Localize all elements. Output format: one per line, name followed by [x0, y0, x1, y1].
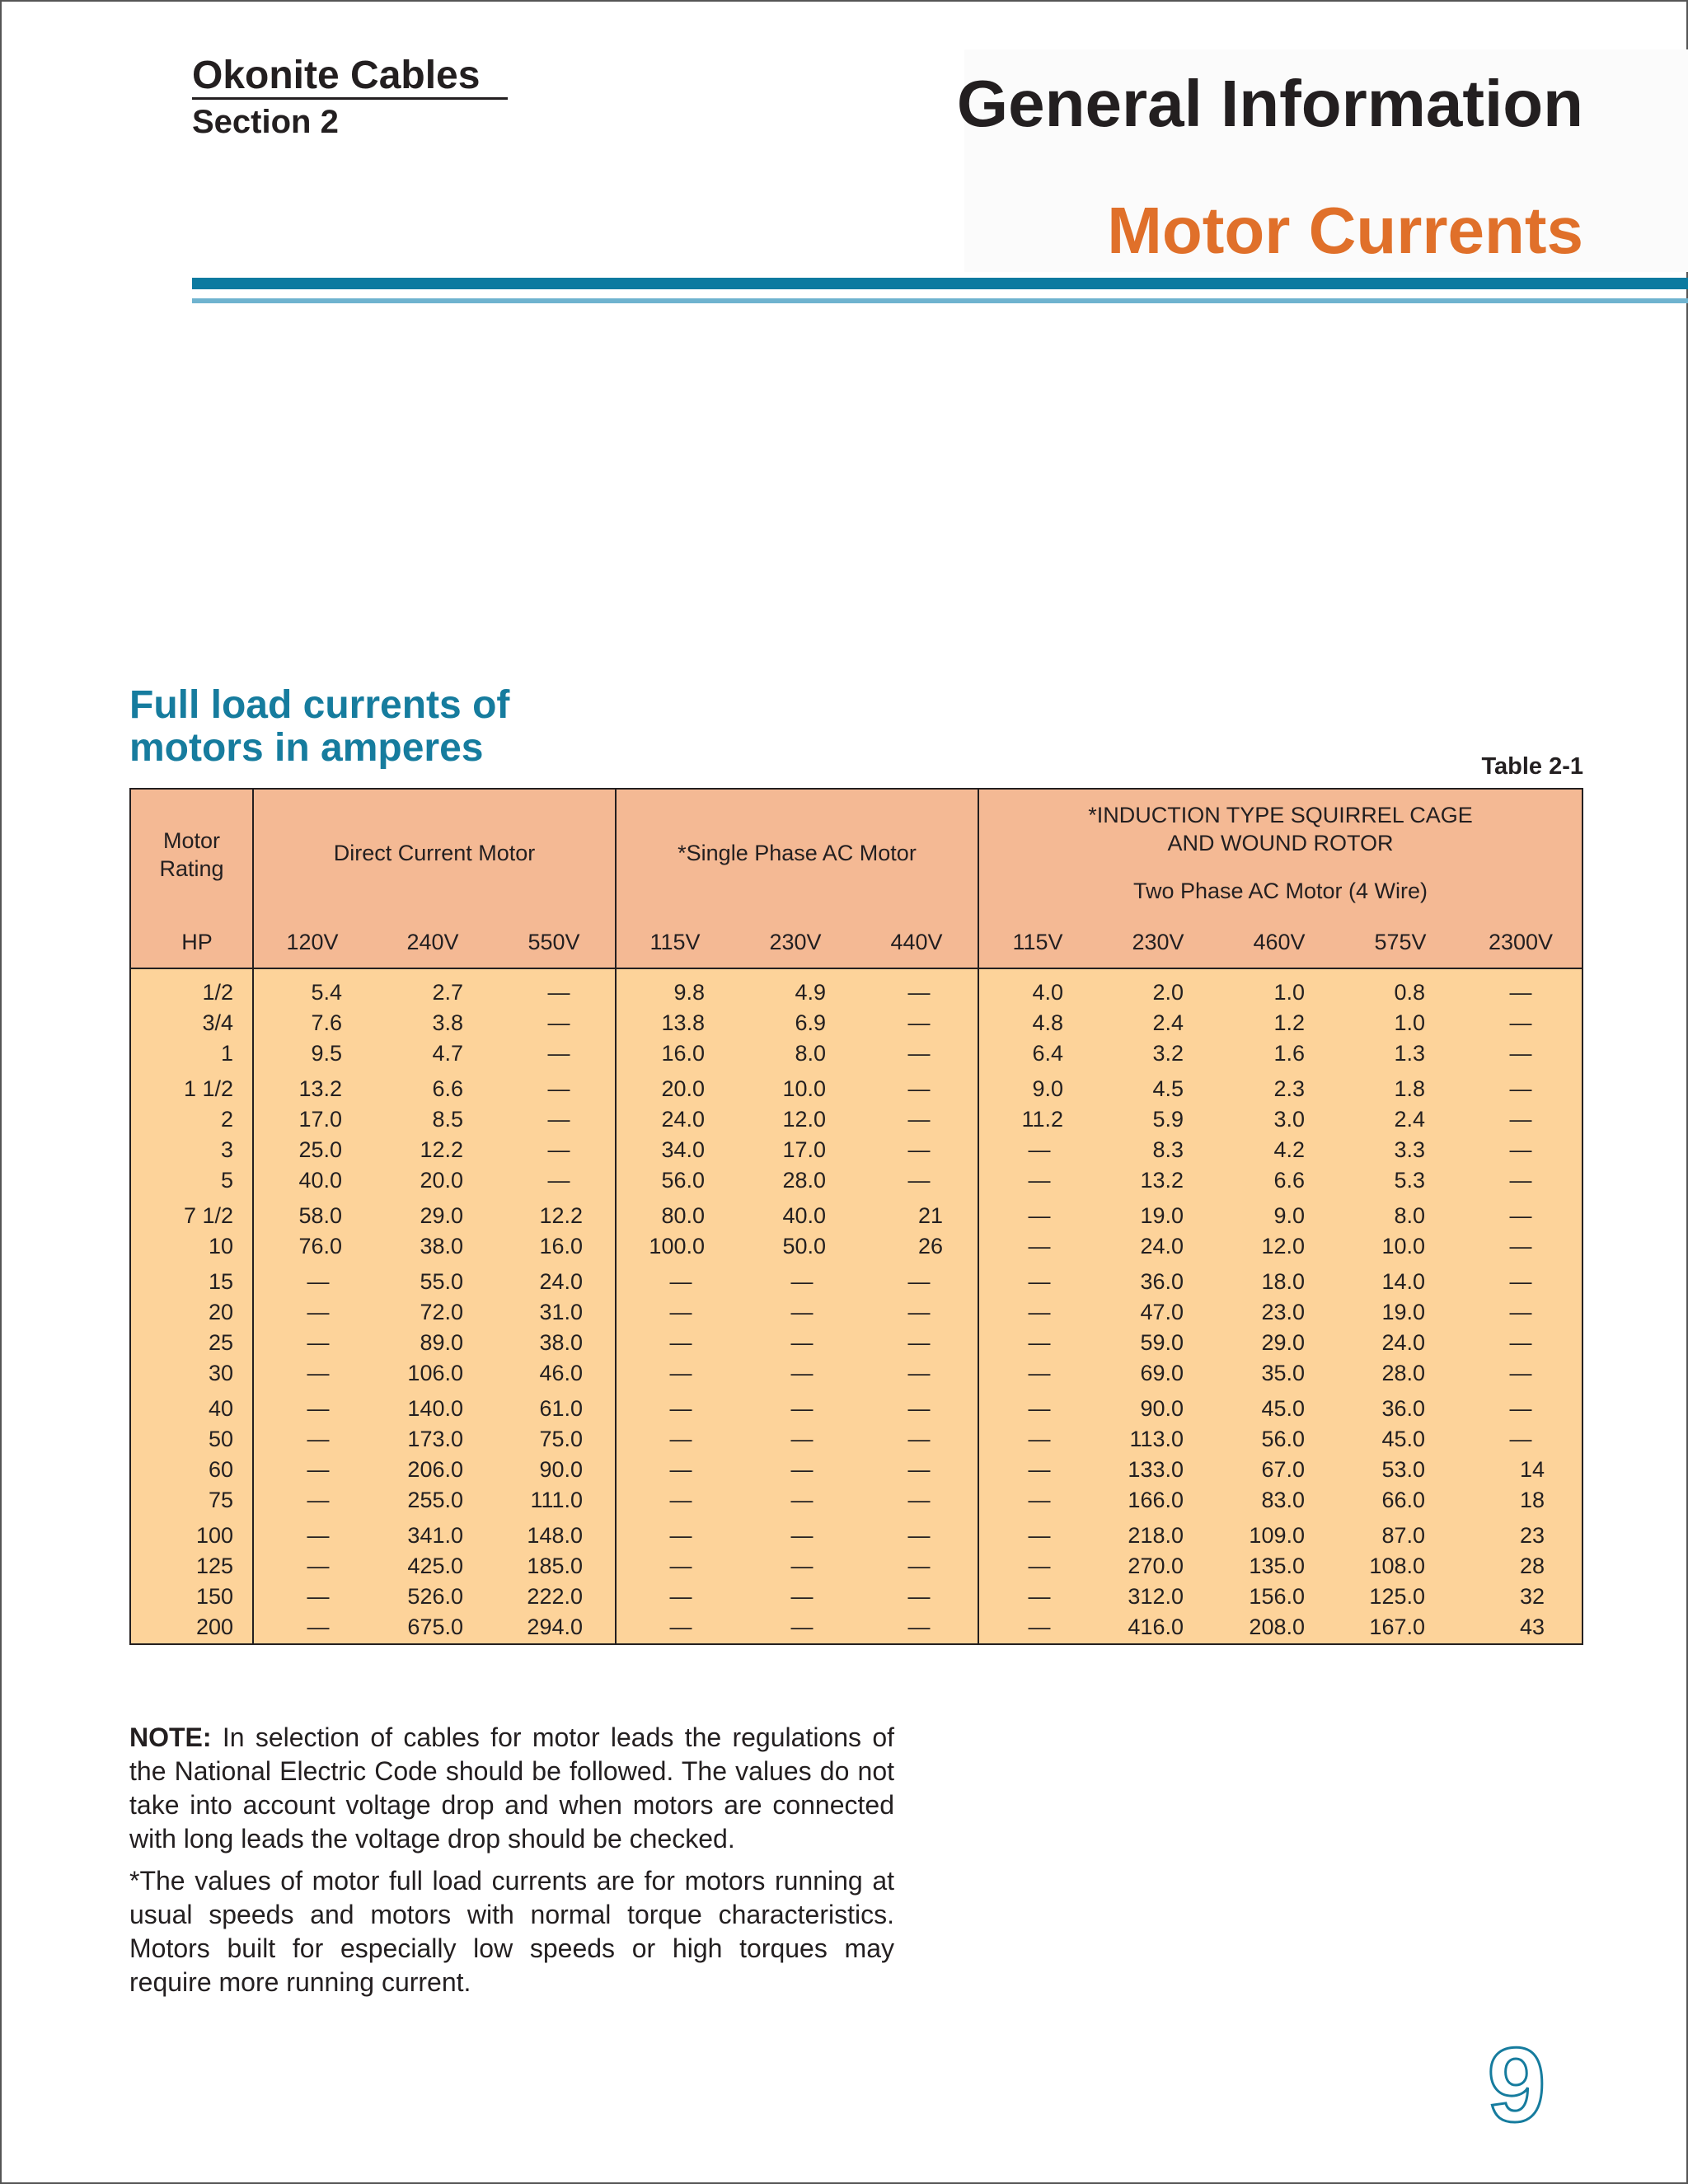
table-cell: 1.2	[1273, 1010, 1305, 1035]
table-cell: 416.0	[1128, 1615, 1184, 1639]
table-cell: 8.0	[1394, 1203, 1425, 1228]
table-cell: 55.0	[420, 1269, 463, 1294]
table-cell: —	[907, 1615, 931, 1639]
table-cell: 100.0	[649, 1234, 705, 1258]
header-rule-thick	[192, 278, 1688, 289]
table-cell: —	[1509, 980, 1532, 1005]
row-hp-cell: 3	[220, 1137, 233, 1162]
table-cell: —	[1028, 1203, 1051, 1228]
table-cell: —	[669, 1457, 692, 1482]
table-cell: —	[669, 1488, 692, 1512]
table-cell: —	[669, 1615, 692, 1639]
table-cell: 90.0	[539, 1457, 583, 1482]
table-cell: 3.0	[1273, 1107, 1305, 1132]
table-cell: —	[669, 1361, 692, 1385]
table-cell: 83.0	[1261, 1488, 1305, 1512]
table-cell: 34.0	[661, 1137, 705, 1162]
table-cell: 108.0	[1369, 1554, 1425, 1578]
table-cell: —	[1028, 1361, 1051, 1385]
table-cell: —	[1028, 1168, 1051, 1193]
table-cell: 14	[1519, 1457, 1545, 1482]
table-cell: 173.0	[407, 1427, 463, 1451]
table-cell: —	[669, 1554, 692, 1578]
table-cell: 25.0	[298, 1137, 342, 1162]
table-cell: —	[907, 1488, 931, 1512]
footnote-paragraph: *The values of motor full load currents are for motors running at usual speeds and motors with normal torque characteristics. Motors built for especially low speeds or high torques may require more running current.	[129, 1866, 894, 1997]
table-cell: 5.9	[1152, 1107, 1184, 1132]
table-cell: 425.0	[407, 1554, 463, 1578]
table-cell: 19.0	[1381, 1300, 1425, 1324]
table-cell: 11.2	[1021, 1107, 1063, 1132]
table-cell: —	[1028, 1330, 1051, 1355]
header-single-phase: *Single Phase AC Motor	[678, 841, 917, 865]
table-cell: 58.0	[298, 1203, 342, 1228]
table-cell: —	[307, 1396, 330, 1421]
row-hp-cell: 20	[208, 1300, 233, 1324]
table-cell: 113.0	[1129, 1427, 1184, 1451]
table-cell: —	[790, 1269, 814, 1294]
row-hp-cell: 30	[208, 1361, 233, 1385]
table-cell: 9.0	[1032, 1076, 1063, 1101]
table-cell: 10.0	[782, 1076, 826, 1101]
table-cell: —	[790, 1554, 814, 1578]
table-cell: —	[1028, 1457, 1051, 1482]
note-paragraph	[129, 1721, 894, 1856]
table-cell: —	[907, 980, 931, 1005]
table-cell: 185.0	[527, 1554, 583, 1578]
table-cell: —	[669, 1330, 692, 1355]
table-cell: —	[307, 1615, 330, 1639]
row-hp-cell: 5	[220, 1168, 233, 1193]
table-cell: 12.0	[782, 1107, 826, 1132]
table-cell: —	[307, 1457, 330, 1482]
table-cell: 17.0	[782, 1137, 826, 1162]
table-cell: —	[547, 1076, 570, 1101]
column-header: 230V	[769, 930, 822, 954]
section-label: Section 2	[192, 104, 339, 140]
table-cell: 18	[1519, 1488, 1545, 1512]
table-cell: 45.0	[1381, 1427, 1425, 1451]
row-hp-cell: 15	[208, 1269, 233, 1294]
table-cell: 26	[917, 1234, 943, 1258]
table-heading-line1: Full load currents of	[129, 683, 510, 727]
table-cell: 59.0	[1140, 1330, 1184, 1355]
page-subtitle: Motor Currents	[1107, 194, 1583, 267]
table-cell: 270.0	[1128, 1554, 1184, 1578]
page-number	[1475, 2036, 1558, 2135]
table-cell: —	[907, 1168, 931, 1193]
table-cell: 17.0	[298, 1107, 342, 1132]
table-cell: —	[1509, 1330, 1532, 1355]
row-hp-cell: 40	[208, 1396, 233, 1421]
table-cell: —	[907, 1457, 931, 1482]
table-cell: 12.0	[1261, 1234, 1305, 1258]
table-cell: —	[1509, 1041, 1532, 1066]
table-cell: —	[1509, 1168, 1532, 1193]
table-cell: 3.3	[1394, 1137, 1425, 1162]
column-header: 120V	[286, 930, 339, 954]
column-header: 550V	[528, 930, 580, 954]
table-cell: 43	[1519, 1615, 1545, 1639]
table-cell: 47.0	[1140, 1300, 1184, 1324]
row-hp-cell: 1 1/2	[183, 1076, 233, 1101]
table-cell: 1.0	[1273, 980, 1305, 1005]
table-cell: 89.0	[420, 1330, 463, 1355]
table-cell: —	[1028, 1427, 1051, 1451]
table-cell: —	[790, 1361, 814, 1385]
table-cell: 90.0	[1140, 1396, 1184, 1421]
row-hp-cell: 1/2	[202, 980, 233, 1005]
table-cell: 106.0	[407, 1361, 463, 1385]
table-cell: 38.0	[539, 1330, 583, 1355]
table-cell: 40.0	[782, 1203, 826, 1228]
column-header: 230V	[1132, 930, 1184, 954]
table-cell: 2.7	[432, 980, 463, 1005]
table-cell: 109.0	[1249, 1523, 1305, 1548]
row-hp-cell: 3/4	[202, 1010, 233, 1035]
table-cell: —	[907, 1330, 931, 1355]
table-cell: —	[1028, 1396, 1051, 1421]
table-cell: 53.0	[1381, 1457, 1425, 1482]
table-cell: —	[1028, 1137, 1051, 1162]
table-cell: 4.2	[1273, 1137, 1305, 1162]
table-cell: —	[907, 1076, 931, 1101]
table-cell: 67.0	[1261, 1457, 1305, 1482]
table-cell: 166.0	[1128, 1488, 1184, 1512]
table-cell: 7.6	[311, 1010, 342, 1035]
table-cell: 61.0	[539, 1396, 583, 1421]
table-cell: —	[790, 1427, 814, 1451]
table-cell: 3.8	[432, 1010, 463, 1035]
table-cell: 24.0	[539, 1269, 583, 1294]
table-cell: —	[1028, 1269, 1051, 1294]
page-title: General Information	[956, 67, 1583, 140]
table-cell: 10.0	[1381, 1234, 1425, 1258]
table-cell: —	[1509, 1361, 1532, 1385]
table-cell: —	[907, 1010, 931, 1035]
table-cell: —	[669, 1427, 692, 1451]
note-label: NOTE:	[129, 1722, 212, 1752]
table-cell: 35.0	[1261, 1361, 1305, 1385]
table-cell: —	[1509, 1300, 1532, 1324]
table-cell: 23.0	[1261, 1300, 1305, 1324]
table-cell: 4.5	[1152, 1076, 1184, 1101]
row-hp-cell: 60	[208, 1457, 233, 1482]
table-cell: —	[547, 1168, 570, 1193]
table-cell: 526.0	[407, 1584, 463, 1609]
table-cell: 20.0	[420, 1168, 463, 1193]
table-cell: 9.8	[673, 980, 705, 1005]
table-cell: —	[907, 1269, 931, 1294]
table-cell: 23	[1519, 1523, 1545, 1548]
table-cell: —	[1028, 1488, 1051, 1512]
table-cell: 28.0	[782, 1168, 826, 1193]
brand-name: Okonite Cables	[192, 54, 481, 97]
table-cell: 135.0	[1249, 1554, 1305, 1578]
table-cell: 16.0	[539, 1234, 583, 1258]
table-cell: —	[790, 1584, 814, 1609]
table-cell: 28	[1519, 1554, 1545, 1578]
table-cell: 125.0	[1369, 1584, 1425, 1609]
row-hp-cell: 10	[208, 1234, 233, 1258]
table-cell: 19.0	[1140, 1203, 1184, 1228]
table-cell: —	[307, 1488, 330, 1512]
table-cell: 29.0	[420, 1203, 463, 1228]
header-rating-line1: Motor	[162, 828, 221, 853]
table-cell: 2.3	[1273, 1076, 1305, 1101]
table-cell: 208.0	[1249, 1615, 1305, 1639]
table-cell: —	[307, 1523, 330, 1548]
table-cell: —	[1509, 1234, 1532, 1258]
table-cell: 12.2	[420, 1137, 463, 1162]
table-cell: —	[547, 1010, 570, 1035]
table-cell: —	[790, 1457, 814, 1482]
table-cell: —	[790, 1523, 814, 1548]
table-cell: 66.0	[1381, 1488, 1425, 1512]
table-cell: 6.6	[432, 1076, 463, 1101]
table-cell: —	[1509, 1107, 1532, 1132]
table-cell: —	[669, 1523, 692, 1548]
column-header: 115V	[649, 930, 701, 954]
row-hp-cell: 75	[208, 1488, 233, 1512]
table-cell: —	[907, 1107, 931, 1132]
table-cell: 75.0	[539, 1427, 583, 1451]
table-cell: 133.0	[1128, 1457, 1184, 1482]
table-cell: 36.0	[1381, 1396, 1425, 1421]
table-cell: —	[790, 1396, 814, 1421]
table-cell: 38.0	[420, 1234, 463, 1258]
table-number: Table 2-1	[1481, 753, 1583, 780]
column-header: 240V	[406, 930, 459, 954]
table-cell: —	[307, 1330, 330, 1355]
table-cell: 156.0	[1249, 1584, 1305, 1609]
table-cell: 76.0	[298, 1234, 342, 1258]
table-cell: 294.0	[527, 1615, 583, 1639]
row-hp-cell: 2	[220, 1107, 233, 1132]
table-cell: —	[1028, 1615, 1051, 1639]
table-cell: —	[1028, 1554, 1051, 1578]
table-cell: 45.0	[1261, 1396, 1305, 1421]
column-header: 575V	[1374, 930, 1427, 954]
table-cell: 16.0	[661, 1041, 705, 1066]
table-cell: 24.0	[1381, 1330, 1425, 1355]
column-header: 2300V	[1488, 930, 1554, 954]
table-cell: —	[669, 1269, 692, 1294]
row-hp-cell: 100	[195, 1523, 233, 1548]
table-cell: 18.0	[1261, 1269, 1305, 1294]
header-rule-thin	[192, 298, 1688, 303]
table-cell: 4.9	[795, 980, 826, 1005]
table-cell: 14.0	[1381, 1269, 1425, 1294]
column-header: 460V	[1253, 930, 1306, 954]
table-cell: —	[1509, 1427, 1532, 1451]
table-cell: 5.3	[1394, 1168, 1425, 1193]
table-cell: 3.2	[1152, 1041, 1184, 1066]
table-cell: 24.0	[661, 1107, 705, 1132]
table-cell: 46.0	[539, 1361, 583, 1385]
table-cell: 111.0	[530, 1488, 583, 1512]
header-induction-line1: *INDUCTION TYPE SQUIRREL CAGE	[1088, 803, 1473, 827]
table-cell: 80.0	[661, 1203, 705, 1228]
table-cell: 8.5	[432, 1107, 463, 1132]
table-cell: —	[1509, 1076, 1532, 1101]
header-direct-current: Direct Current Motor	[333, 841, 536, 865]
table-cell: —	[907, 1361, 931, 1385]
row-hp-cell: 7 1/2	[183, 1203, 233, 1228]
row-hp-cell: 1	[220, 1041, 233, 1066]
table-cell: 312.0	[1128, 1584, 1184, 1609]
table-cell: 56.0	[1261, 1427, 1305, 1451]
table-cell: 56.0	[661, 1168, 705, 1193]
table-heading-line2: motors in amperes	[129, 726, 484, 770]
table-cell: —	[790, 1488, 814, 1512]
table-cell: 31.0	[539, 1300, 583, 1324]
table-cell: —	[1509, 1137, 1532, 1162]
table-cell: —	[907, 1300, 931, 1324]
table-cell: 4.7	[432, 1041, 463, 1066]
table-cell: 2.4	[1394, 1107, 1425, 1132]
table-cell: 0.8	[1394, 980, 1425, 1005]
table-cell: 6.6	[1273, 1168, 1305, 1193]
table-cell: 140.0	[407, 1396, 463, 1421]
table-cell: 24.0	[1140, 1234, 1184, 1258]
table-cell: —	[547, 1137, 570, 1162]
table-cell: 2.4	[1152, 1010, 1184, 1035]
table-cell: 13.2	[1140, 1168, 1184, 1193]
table-cell: —	[669, 1584, 692, 1609]
table-cell: —	[790, 1615, 814, 1639]
table-cell: 4.0	[1032, 980, 1063, 1005]
table-cell: —	[790, 1300, 814, 1324]
table-cell: 5.4	[311, 980, 342, 1005]
table-cell: —	[1028, 1234, 1051, 1258]
table-cell: —	[1028, 1523, 1051, 1548]
column-header: 440V	[890, 930, 943, 954]
table-cell: —	[307, 1361, 330, 1385]
table-cell: 167.0	[1369, 1615, 1425, 1639]
row-hp-cell: 200	[195, 1615, 233, 1639]
header-motor-rating	[131, 827, 252, 883]
table-cell: 12.2	[539, 1203, 583, 1228]
row-hp-cell: 125	[195, 1554, 233, 1578]
table-cell: —	[1509, 1010, 1532, 1035]
table-cell: —	[1028, 1300, 1051, 1324]
table-cell: —	[1509, 1396, 1532, 1421]
column-header: 115V	[1012, 930, 1063, 954]
table-cell: —	[907, 1041, 931, 1066]
table-cell: 1.3	[1394, 1041, 1425, 1066]
table-cell: 29.0	[1261, 1330, 1305, 1355]
table-cell: 6.4	[1032, 1041, 1063, 1066]
table-cell: 28.0	[1381, 1361, 1425, 1385]
table-cell: —	[307, 1554, 330, 1578]
header-two-phase: Two Phase AC Motor (4 Wire)	[1132, 879, 1428, 903]
table-cell: —	[907, 1523, 931, 1548]
table-cell: —	[907, 1427, 931, 1451]
table-cell: 40.0	[298, 1168, 342, 1193]
table-cell: 341.0	[407, 1523, 463, 1548]
table-cell: 36.0	[1140, 1269, 1184, 1294]
table-cell: —	[307, 1427, 330, 1451]
column-divider	[978, 790, 979, 1643]
table-cell: —	[907, 1396, 931, 1421]
table-cell: 32	[1519, 1584, 1545, 1609]
header-induction	[979, 801, 1582, 857]
page-number-text: 9	[1487, 2036, 1546, 2135]
table-cell: 206.0	[407, 1457, 463, 1482]
table-cell: —	[907, 1584, 931, 1609]
brand-underline	[192, 97, 508, 100]
table-cell: 9.0	[1273, 1203, 1305, 1228]
table-cell: —	[790, 1330, 814, 1355]
table-cell: 13.2	[298, 1076, 342, 1101]
table-cell: —	[547, 980, 570, 1005]
table-cell: 13.8	[661, 1010, 705, 1035]
table-cell: 148.0	[527, 1523, 583, 1548]
table-cell: 255.0	[407, 1488, 463, 1512]
row-hp-cell: 50	[208, 1427, 233, 1451]
table-cell: 8.3	[1152, 1137, 1184, 1162]
table-cell: —	[307, 1300, 330, 1324]
table-cell: —	[307, 1269, 330, 1294]
table-heading	[129, 684, 509, 770]
table-cell: 4.8	[1032, 1010, 1063, 1035]
table-cell: —	[1509, 1203, 1532, 1228]
table-cell: —	[307, 1584, 330, 1609]
table-cell: 218.0	[1128, 1523, 1184, 1548]
table-cell: 9.5	[311, 1041, 342, 1066]
table-cell: —	[1028, 1584, 1051, 1609]
table-cell: 675.0	[407, 1615, 463, 1639]
table-cell: 69.0	[1140, 1361, 1184, 1385]
table-cell: 1.0	[1394, 1010, 1425, 1035]
table-cell: 1.6	[1273, 1041, 1305, 1066]
table-cell: —	[547, 1107, 570, 1132]
motor-currents-table	[129, 788, 1583, 1645]
table-cell: —	[907, 1554, 931, 1578]
table-cell: —	[907, 1137, 931, 1162]
note-text: In selection of cables for motor leads the regulations of the National Electric Code should be followed. The values do not take into account voltage drop and when motors are connected with long leads the voltage drop should be checked.	[129, 1722, 894, 1854]
table-cell: —	[547, 1041, 570, 1066]
table-cell: 72.0	[420, 1300, 463, 1324]
table-cell: —	[669, 1300, 692, 1324]
row-hp-cell: 150	[195, 1584, 233, 1609]
row-hp-cell: 25	[208, 1330, 233, 1355]
column-header: HP	[181, 930, 213, 954]
header-rating-line2: Rating	[159, 856, 224, 881]
table-cell: —	[669, 1396, 692, 1421]
table-cell: 21	[917, 1203, 943, 1228]
table-cell: 1.8	[1394, 1076, 1425, 1101]
table-cell: 50.0	[782, 1234, 826, 1258]
table-cell: —	[1509, 1269, 1532, 1294]
table-cell: 2.0	[1152, 980, 1184, 1005]
table-cell: 87.0	[1381, 1523, 1425, 1548]
table-cell: 222.0	[527, 1584, 583, 1609]
header-induction-line2: AND WOUND ROTOR	[1167, 831, 1394, 855]
table-cell: 20.0	[661, 1076, 705, 1101]
table-cell: 6.9	[795, 1010, 826, 1035]
table-cell: 8.0	[795, 1041, 826, 1066]
